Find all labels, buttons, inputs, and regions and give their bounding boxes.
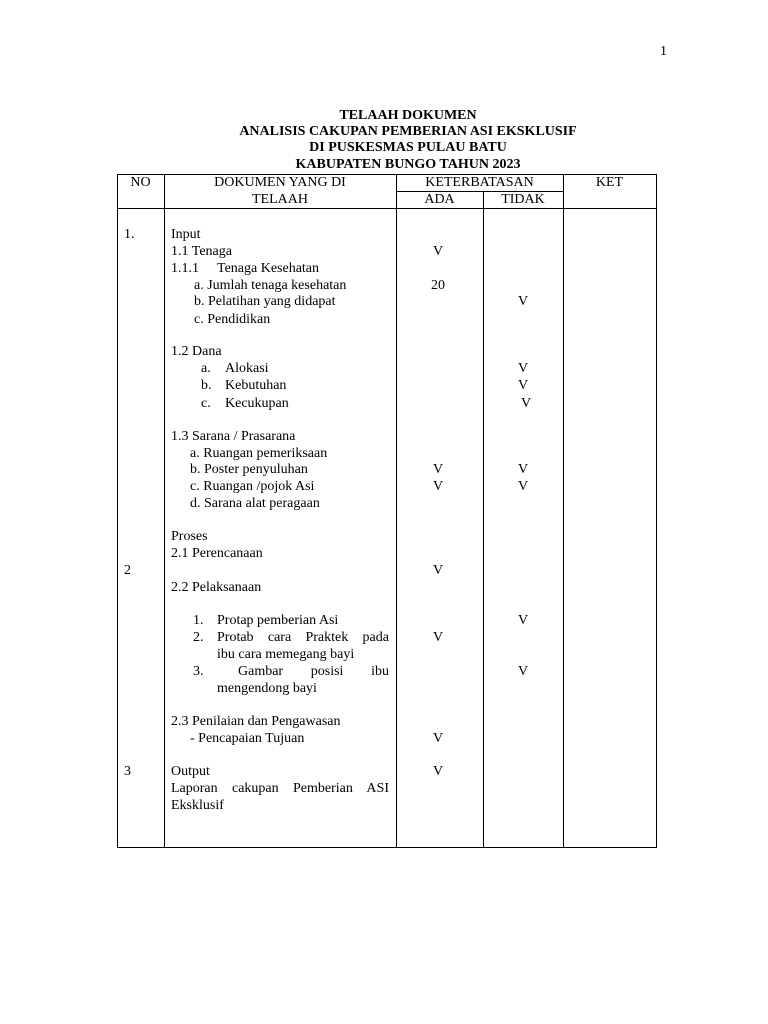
mark-ada-pojok-asi: V [432, 479, 444, 494]
item-protap: Protap pemberian Asi [217, 613, 339, 628]
item-kecukupan-letter: c. [201, 396, 211, 411]
mark-tidak-gambar: V [517, 664, 529, 679]
mark-ada-output: V [432, 764, 444, 779]
item-penilaian: 2.3 Penilaian dan Pengawasan [171, 714, 341, 729]
item-ruangan-pemeriksaan: a. Ruangan pemeriksaan [190, 446, 328, 461]
item-pendidikan: c. Pendidikan [194, 312, 271, 327]
header-dokumen-line2: TELAAH [252, 192, 308, 207]
mark-ada-poster: V [432, 462, 444, 477]
item-dana: 1.2 Dana [171, 344, 222, 359]
col-divider-ada [483, 191, 484, 848]
item-gambar-line2: mengendong bayi [217, 681, 317, 696]
page-number: 1 [660, 44, 667, 59]
item-kecukupan: Kecukupan [225, 396, 289, 411]
item-protab-line1: Protab cara Praktek pada [217, 630, 389, 645]
mark-tidak-pelatihan: V [517, 294, 529, 309]
mark-ada-tenaga: V [432, 244, 444, 259]
item-laporan-line2: Eksklusif [171, 798, 224, 813]
item-gambar-line1: Gambar posisi ibu [238, 664, 389, 679]
row-number-1: 1. [124, 227, 135, 242]
item-output: Output [171, 764, 210, 779]
item-pelaksanaan: 2.2 Pelaksanaan [171, 580, 262, 595]
item-perencanaan: 2.1 Perencanaan [171, 546, 263, 561]
item-pojok-asi: c. Ruangan /pojok Asi [190, 479, 315, 494]
item-kebutuhan-letter: b. [201, 378, 212, 393]
mark-tidak-protap: V [517, 613, 529, 628]
item-tenaga: 1.1 Tenaga [171, 244, 232, 259]
item-protap-number: 1. [193, 613, 204, 628]
item-alat-peragaan: d. Sarana alat peragaan [190, 496, 320, 511]
item-alokasi: Alokasi [225, 361, 269, 376]
mark-ada-jumlah: 20 [431, 278, 445, 293]
item-pencapaian: - Pencapaian Tujuan [190, 731, 305, 746]
mark-tidak-kecukupan: V [520, 396, 532, 411]
table-bottom-border [117, 847, 657, 848]
mark-tidak-poster: V [517, 462, 529, 477]
header-ket: KET [595, 175, 624, 190]
col-divider-no [164, 174, 165, 848]
header-tidak: TIDAK [501, 192, 545, 207]
title-line-3: DI PUSKESMAS PULAU BATU [309, 140, 507, 155]
item-input: Input [171, 227, 201, 242]
item-sarana: 1.3 Sarana / Prasarana [171, 429, 296, 444]
item-pelatihan: b. Pelatihan yang didapat [194, 294, 336, 309]
mark-tidak-alokasi: V [517, 361, 529, 376]
mark-tidak-pojok-asi: V [517, 479, 529, 494]
mark-ada-protab: V [432, 630, 444, 645]
table-left-border [117, 174, 118, 848]
item-gambar-number: 3. [193, 664, 204, 679]
item-tenaga-kesehatan: Tenaga Kesehatan [217, 261, 320, 276]
item-protab-line2: ibu cara memegang bayi [217, 647, 355, 662]
item-alokasi-letter: a. [201, 361, 211, 376]
row-number-3: 3 [124, 764, 131, 779]
table-right-border [656, 174, 657, 848]
title-line-4: KABUPATEN BUNGO TAHUN 2023 [295, 157, 521, 172]
header-ada: ADA [424, 192, 455, 207]
mark-tidak-kebutuhan: V [517, 378, 529, 393]
title-line-2: ANALISIS CAKUPAN PEMBERIAN ASI EKSKLUSIF [239, 124, 577, 139]
item-proses: Proses [171, 529, 208, 544]
header-no: NO [130, 175, 151, 190]
item-jumlah-tenaga: a. Jumlah tenaga kesehatan [194, 278, 347, 293]
title-line-1: TELAAH DOKUMEN [339, 108, 477, 123]
header-bottom-border [117, 208, 657, 209]
mark-ada-pencapaian: V [432, 731, 444, 746]
col-divider-dokumen [396, 174, 397, 848]
row-number-2: 2 [124, 563, 131, 578]
item-protab-number: 2. [193, 630, 204, 645]
item-tenaga-kes-number: 1.1.1 [171, 261, 199, 276]
header-keterbatasan: KETERBATASAN [425, 175, 534, 190]
item-kebutuhan: Kebutuhan [225, 378, 287, 393]
header-dokumen-line1: DOKUMEN YANG DI [214, 175, 346, 190]
item-laporan-line1: Laporan cakupan Pemberian ASI [171, 781, 389, 796]
mark-ada-perencanaan: V [432, 563, 444, 578]
col-divider-tidak [563, 174, 564, 848]
item-poster-penyuluhan: b. Poster penyuluhan [190, 462, 308, 477]
